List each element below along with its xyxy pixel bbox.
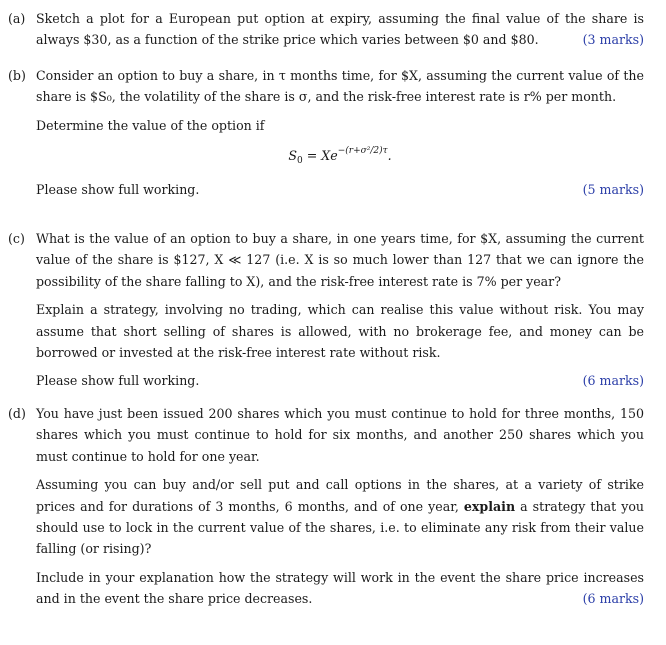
part-d-paragraph-3: Include in your explanation how the strategy will work in the event the share price increases and in the event the share price decreases. (36, 569, 644, 607)
part-d-paragraph-1: You have just been issued 200 shares which you must continue to hold for three months, 150 shares which you must continue to hold for six months, and another 250 shares which you must continue to hold for one year. (36, 406, 644, 464)
part-d-label: (d) (8, 406, 26, 421)
part-a-text-block (36, 8, 644, 51)
question-part-a (8, 8, 644, 58)
equation-exponent: −(r+σ²/2)τ (337, 146, 388, 157)
question-part-d (8, 403, 644, 617)
part-c-paragraph-3: Please show full working. (36, 373, 200, 389)
part-c-label: (c) (8, 231, 25, 246)
part-d-paragraph-2-end: a strategy that you should use to lock in the current value of the shares, i.e. to eliminate any risk from their value falling (or rising)? (36, 498, 645, 557)
part-b-marks: (5 marks) (582, 181, 644, 197)
part-c-marks: (6 marks) (582, 373, 644, 389)
part-c-paragraph-2: Explain a strategy, involving no trading, which can realise this value without risk. You may assume that short selling of shares is allowed, with no brokerage fee, and money can be borrowed or invested at the risk-free interest rate without risk. (36, 302, 644, 361)
part-d-paragraph-2-emphasis: explain (463, 498, 516, 514)
part-a-text: Sketch a plot for a European put option at expiry, assuming the final value of the share is always $30, as a function of the strike price which varies between $0 and $80. (36, 11, 644, 48)
equation-end: . (387, 148, 392, 164)
part-a-marks: (3 marks) (582, 32, 644, 48)
part-a-label: (a) (8, 11, 26, 26)
part-b-paragraph-3: Please show full working. (36, 181, 200, 197)
part-b-paragraph-1: Consider an option to buy a share, in τ months time, for $X, assuming the current value of the share is $S₀, the volatility of the share is σ, and the risk-free interest rate is r% per month. (36, 68, 644, 105)
part-b-paragraph-3-block (36, 179, 644, 200)
equation-lhs-subscript: 0 (297, 156, 303, 167)
part-d-paragraph-2-start: Assuming you can buy and/or sell put and call options in the shares, at a variety of strike prices and for durations of 3 months, 6 months, and of one year, (36, 477, 644, 514)
part-c-paragraph-3-block (36, 370, 644, 391)
equation-lhs: S (288, 148, 297, 164)
part-d-marks: (6 marks) (582, 591, 644, 607)
option-value-equation (36, 145, 644, 166)
question-part-c (8, 228, 644, 399)
part-d-paragraph-2 (36, 474, 644, 560)
part-b-label: (b) (8, 68, 26, 83)
question-part-b (8, 65, 644, 207)
equation-rhs: = Xe (302, 148, 338, 164)
part-d-paragraph-3-block (36, 567, 644, 610)
part-b-paragraph-2: Determine the value of the option if (36, 117, 265, 133)
part-c-paragraph-1: What is the value of an option to buy a share, in one years time, for $X, assuming the current value of the share is $127, X ≪ 127 (i.e. X is so much lower than 127 that we can ignore the possibility of the share falling to X), and the risk-free interest rate is 7% per year? (36, 231, 644, 289)
